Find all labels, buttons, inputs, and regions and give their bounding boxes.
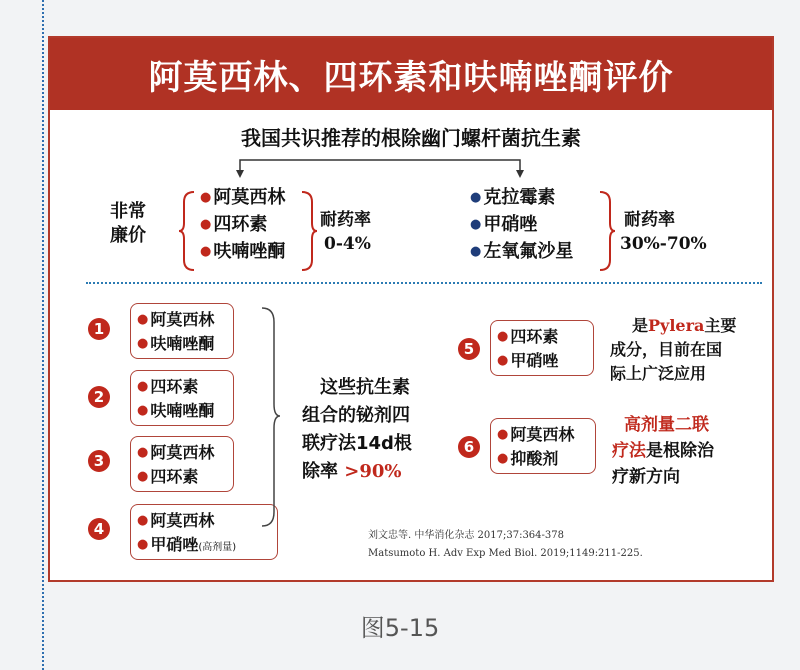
group-b-item: ● 甲硝唑 [470, 211, 573, 238]
group-a-list [200, 184, 285, 265]
combo-drug-a: ● 四环素 [137, 375, 227, 399]
cheap-label [110, 200, 146, 248]
pylera-line: 主要 [704, 316, 737, 335]
combo-drug-b: ● 四环素 [137, 465, 227, 489]
combo-note: (高剂量) [198, 542, 237, 553]
bismuth-line: 联疗法14d根 [302, 433, 412, 454]
slide-subtitle: 我国共识推荐的根除幽门螺杆菌抗生素 [241, 126, 581, 150]
combo-drug-a: ● 阿莫西林 [137, 509, 271, 533]
combo-number-badge: 5 [458, 338, 480, 360]
figure-caption: 图5-15 [360, 614, 440, 642]
right-brace-icon [300, 190, 318, 272]
combo-number-badge: 2 [88, 386, 110, 408]
high-dose-line: 高剂量二联 [624, 415, 709, 435]
combo-number-badge: 4 [88, 518, 110, 540]
bismuth-line: 组合的铋剂四 [302, 405, 410, 426]
group-b-resist-label: 耐药率 [624, 210, 675, 230]
combo-box [490, 320, 594, 376]
high-dose-line: 疗法 [612, 441, 646, 461]
cheap-label-line1: 非常 [110, 201, 146, 222]
combo-drug-b: ● 呋喃唑酮 [137, 399, 227, 423]
section-divider [86, 282, 762, 284]
reference-line: 刘文忠等. 中华消化杂志 2017;37:364-378 [368, 530, 565, 541]
left-brace-icon [178, 190, 196, 272]
pylera-line: 是 [632, 316, 649, 335]
combo-drug-a: ● 阿莫西林 [497, 423, 589, 447]
group-b-resist [620, 208, 707, 256]
combo-brace-icon [260, 306, 282, 528]
subtitle-arrows [50, 38, 776, 188]
high-dose-line: 疗新方向 [612, 467, 680, 487]
group-b-list [470, 184, 573, 265]
group-a-item: ● 呋喃唑酮 [200, 238, 285, 265]
group-a-resist-value: 0-4% [324, 234, 371, 254]
combo-number-badge: 6 [458, 436, 480, 458]
slide-image [48, 36, 774, 582]
high-dose-line: 是根除治 [646, 441, 714, 461]
combo-number-badge: 3 [88, 450, 110, 472]
slide-title: 阿莫西林、四环素和呋喃唑酮评价 [50, 38, 772, 110]
reference-line: Matsumoto H. Adv Exp Med Biol. 2019;1149:211-225. [368, 548, 643, 559]
bismuth-line: 这些抗生素 [320, 377, 410, 398]
arrow-down-icon [516, 170, 524, 178]
bismuth-line: 除率 [302, 461, 345, 482]
combo-drug-a: ● 阿莫西林 [137, 441, 227, 465]
bismuth-quad-text [302, 374, 412, 486]
high-dose-text [612, 412, 714, 490]
group-a-resist-label: 耐药率 [320, 210, 371, 230]
right-brace-icon [598, 190, 616, 272]
pylera-text [610, 314, 736, 386]
combo-drug-b: ● 抑酸剂 [497, 447, 589, 471]
combo-box [130, 504, 278, 560]
combo-drug-b: ● 甲硝唑 [137, 535, 198, 554]
combo-drug-a: ● 阿莫西林 [137, 308, 227, 332]
eradication-rate: >90% [344, 461, 402, 482]
combo-box [130, 436, 234, 492]
combo-box [130, 303, 234, 359]
arrow-down-icon [236, 170, 244, 178]
cheap-label-line2: 廉价 [110, 225, 146, 246]
left-dotted-guide [42, 0, 44, 670]
pylera-brand: Pylera [648, 316, 705, 335]
combo-box [130, 370, 234, 426]
combo-drug-b: ● 呋喃唑酮 [137, 332, 227, 356]
combo-number-badge: 1 [88, 318, 110, 340]
group-a-item: ● 四环素 [200, 211, 285, 238]
pylera-line: 成分，目前在国 [610, 340, 723, 359]
combo-box [490, 418, 596, 474]
combo-drug-a: ● 四环素 [497, 325, 587, 349]
group-a-item: ● 阿莫西林 [200, 184, 285, 211]
combo-drug-b: ● 甲硝唑 [497, 349, 587, 373]
group-b-item: ● 左氧氟沙星 [470, 238, 573, 265]
pylera-line: 际上广泛应用 [610, 364, 707, 383]
group-a-resist [320, 208, 371, 256]
group-b-resist-value: 30%-70% [620, 234, 707, 254]
group-b-item: ● 克拉霉素 [470, 184, 573, 211]
